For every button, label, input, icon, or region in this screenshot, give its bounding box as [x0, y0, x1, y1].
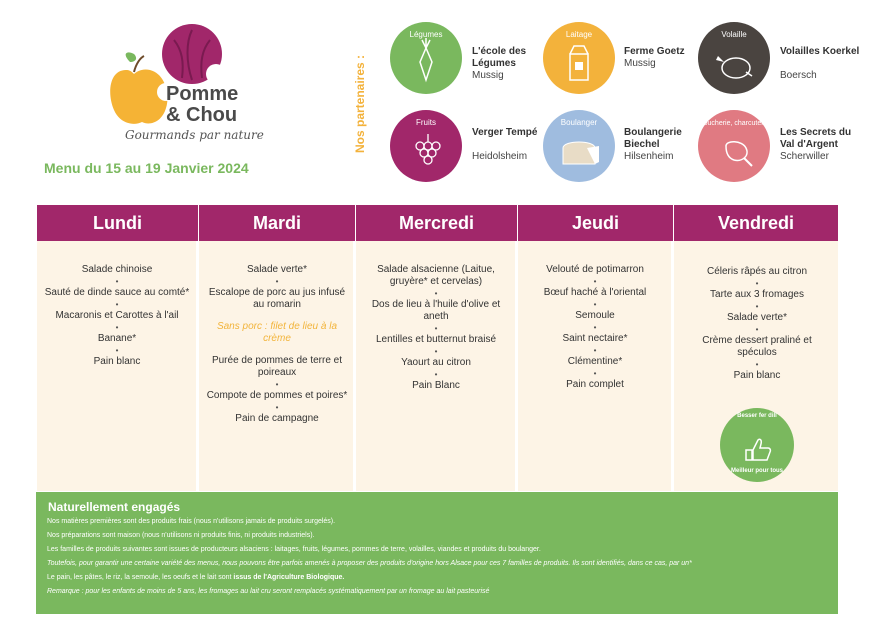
menu-item: Pain blanc — [733, 370, 781, 381]
engagement-line: Toutefois, pour garantir une certaine variété des menus, nous pouvons être parfois amenés à proposer des produits d'origine hors Alsace pour ces 7 familles de produits. Ils sont identifiés, dans ce cas, par un* — [47, 560, 692, 567]
menu-item: Yaourt au citron — [401, 357, 471, 368]
partner-name: Les Secrets du Val d'Argent — [780, 127, 852, 150]
bio-prefix: Le pain, les pâtes, le riz, la semoule, les oeufs et le lait sont — [47, 574, 234, 581]
bullet-separator: • — [115, 300, 119, 309]
bullet-separator: • — [434, 347, 438, 356]
bullet-separator: • — [434, 289, 438, 298]
menu-list-vendredi — [682, 266, 832, 382]
bullet-separator: • — [275, 403, 279, 412]
menu-item: Salade verte* — [726, 312, 788, 323]
engagement-line: Nos matières premières sont des produits frais (nous n'utilisons jamais de produits surgelés). — [47, 518, 336, 525]
brand-tagline: Gourmands par nature — [125, 128, 264, 142]
bullet-separator: • — [755, 360, 759, 369]
menu-item: Sauté de dinde sauce au comté* — [44, 287, 190, 298]
menu-list-mercredi — [362, 264, 510, 392]
partner-town: Heidolsheim — [472, 151, 528, 162]
engagement-title: Naturellement engagés — [48, 500, 181, 514]
bullet-separator: • — [593, 369, 597, 378]
engagement-remark: Remarque : pour les enfants de moins de 5 ans, les fromages au lait cru seront remplacés systématiquement par un fromage au lait pasteurisé — [47, 588, 490, 595]
menu-title: Menu du 15 au 19 Janvier 2024 — [44, 160, 249, 176]
bullet-separator: • — [275, 277, 279, 286]
bullet-separator: • — [115, 346, 119, 355]
partner-name: Verger Tempé — [472, 127, 538, 138]
partner-name: Ferme Goetz — [624, 46, 685, 57]
bullet-separator: • — [115, 323, 119, 332]
menu-item: Escalope de porc au jus infusé au romarin — [208, 287, 346, 310]
menu-item: Lentilles et butternut braisé — [375, 334, 497, 345]
bullet-separator: • — [755, 325, 759, 334]
menu-item: Purée de pommes de terre et poireaux — [211, 355, 343, 378]
bullet-separator: • — [593, 346, 597, 355]
day-header-lundi: Lundi — [93, 213, 142, 233]
menu-item: Pain blanc — [93, 356, 141, 367]
quality-badge — [720, 408, 794, 482]
day-header-mardi: Mardi — [252, 213, 301, 233]
menu-item: Pain complet — [566, 379, 624, 390]
day-header-jeudi: Jeudi — [571, 213, 619, 233]
brand-name-line2: & Chou — [166, 104, 238, 126]
menu-item: Bœuf haché à l'oriental — [543, 287, 647, 298]
partners-title: Nos partenaires : — [353, 54, 367, 153]
partner-town: Hilsenheim — [624, 151, 674, 162]
menu-item: Velouté de potimarron — [546, 264, 644, 275]
bullet-separator: • — [593, 300, 597, 309]
menu-item: Salade chinoise — [81, 264, 153, 275]
menu-list-jeudi — [522, 264, 668, 391]
engagement-line: Nos préparations sont maison (nous n'utilisons ni produits finis, ni produits industriels). — [47, 532, 315, 539]
menu-item: Banane* — [97, 333, 137, 344]
partner-town: Boersch — [780, 70, 817, 81]
partner-town: Mussig — [472, 70, 504, 81]
menu-item: Pain de campagne — [235, 413, 319, 424]
badge-bottom-text: Meilleur pour tous — [730, 468, 783, 474]
day-header-vendredi: Vendredi — [717, 213, 795, 233]
menu-item: Semoule — [575, 310, 615, 321]
bullet-separator: • — [434, 324, 438, 333]
partner-name: Volailles Koerkel — [780, 46, 860, 57]
partner-category: Boucherie, charcuterie — [698, 120, 770, 127]
menu-item: Saint nectaire* — [562, 333, 628, 344]
menu-item: Céleris râpés au citron — [706, 266, 808, 277]
bullet-separator: • — [275, 380, 279, 389]
bio-bold: issus de l'Agriculture Biologique. — [233, 574, 345, 581]
bullet-separator: • — [115, 277, 119, 286]
badge-top-text: Besser fer dill — [737, 413, 777, 419]
menu-item: Crème dessert praliné et spéculos — [702, 335, 812, 358]
partner-category: Laitage — [565, 30, 593, 39]
partner-category: Boulanger — [560, 118, 598, 127]
partner-town: Scherwiller — [780, 151, 829, 162]
menu-item: Salade verte* — [246, 264, 308, 275]
menu-item: Dos de lieu à l'huile d'olive et aneth — [371, 299, 501, 322]
bullet-separator: • — [755, 302, 759, 311]
menu-item: Pain Blanc — [412, 380, 460, 391]
day-header-mercredi: Mercredi — [398, 213, 475, 233]
partner-category: Volaille — [721, 30, 747, 39]
menu-list-lundi — [42, 264, 192, 368]
engagement-line: Les familles de produits suivantes sont issues de producteurs alsaciens : laitages, fruits, légumes, pommes de terre, volailles, viandes et produits du boulanger. — [47, 546, 541, 553]
partner-town: Mussig — [624, 58, 656, 69]
partner-name: L'école des Légumes — [472, 46, 527, 69]
menu-item: Tarte aux 3 fromages — [710, 289, 804, 300]
partner-name: Boulangerie Biechel — [624, 127, 682, 150]
menu-item: Macaronis et Carottes à l'ail — [55, 310, 179, 321]
bullet-separator: • — [434, 370, 438, 379]
menu-list-mardi — [203, 264, 351, 425]
bullet-separator: • — [755, 279, 759, 288]
bullet-separator: • — [593, 323, 597, 332]
brand-name-line1: Pomme — [166, 83, 239, 105]
menu-item-alternative: Sans porc : filet de lieu à la crème — [216, 321, 338, 344]
menu-item: Clémentine* — [567, 356, 623, 367]
partner-category: Légumes — [409, 30, 443, 39]
menu-item: Salade alsacienne (Laitue, gruyère* et cervelas) — [377, 264, 495, 287]
bullet-separator: • — [593, 277, 597, 286]
partner-category: Fruits — [416, 118, 436, 127]
engagement-bio-line — [47, 574, 344, 581]
menu-item: Compote de pommes et poires* — [206, 390, 348, 401]
